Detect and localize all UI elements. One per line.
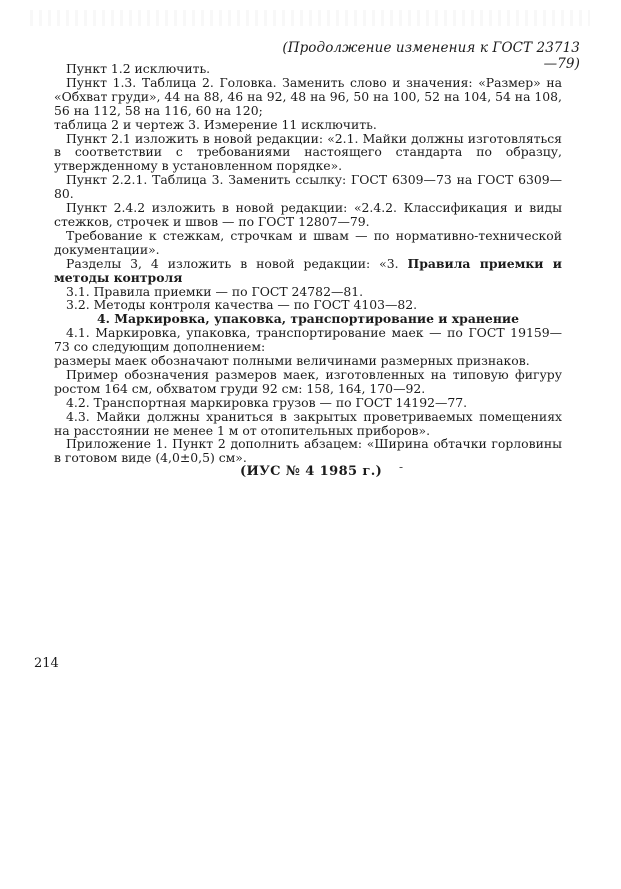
paragraph-4-3: 4.3. Майки должны храниться в закрытых проветриваемых помещениях на расстоянии не менее 1 м от отопительных приборов». <box>54 408 562 438</box>
page-number: 214 <box>34 656 59 671</box>
section-4-heading: 4. Маркировка, упаковка, транспортирование и хранение <box>97 311 519 327</box>
paragraph-2-2-1: Пункт 2.2.1. Таблица 3. Заменить ссылку: ГОСТ 6309—73 на ГОСТ 6309—80. <box>54 172 562 202</box>
paragraph-appendix-1: Приложение 1. Пункт 2 дополнить абзацем: «Ширина обтачки горловины в готовом виде (4,0±0,5) см». <box>54 436 562 466</box>
scan-mark: - <box>399 460 404 474</box>
paragraph-4-1: 4.1. Маркировка, упаковка, транспортирование маек — по ГОСТ 19159—73 со следующим дополнением: <box>54 325 562 355</box>
paragraph-stitch-requirement: Требование к стежкам, строчкам и швам — по нормативно-технической документации». <box>54 227 562 257</box>
scan-artifact-top <box>30 10 590 26</box>
sections-intro: Разделы 3, 4 изложить в новой редакции: «3. <box>66 255 399 271</box>
issue-reference: (ИУС № 4 1985 г.) <box>240 464 383 479</box>
section-3-heading: Правила приемки и методы контроля <box>54 255 562 285</box>
paragraph-2-4-2: Пункт 2.4.2 изложить в новой редакции: «2.4.2. Классификация и виды стежков, строчек и швов — по ГОСТ 12807—79. <box>54 200 562 229</box>
paragraph-sections-3-4 <box>54 257 562 285</box>
paragraph-sizes: размеры маек обозначают полными величинами размерных признаков. <box>54 353 530 369</box>
paragraph-1-3: Пункт 1.3. Таблица 2. Головка. Заменить слово и значения: «Размер» на «Обхват груди», 44 на 88, 46 на 92, 48 на 96, 50 на 100, 52 на 104, 54 на 108, 56 на 112, 58 на 116, 60 на 120; <box>54 74 562 118</box>
paragraph-example: Пример обозначения размеров маек, изготовленных на типовую фигуру ростом 164 см, обхватом груди 92 см: 158, 164, 170—92. <box>54 366 562 396</box>
continuation-header: (Продолжение изменения к ГОСТ 23713—79) <box>282 40 580 72</box>
paragraph-3-1: 3.1. Правила приемки — по ГОСТ 24782—81. <box>66 283 364 299</box>
paragraph-table-2: таблица 2 и чертеж 3. Измерение 11 исключить. <box>54 116 377 132</box>
paragraph-4-2: 4.2. Транспортная маркировка грузов — по ГОСТ 14192—77. <box>66 394 468 410</box>
document-body <box>54 62 562 465</box>
paragraph-1-2: Пункт 1.2 исключить. <box>66 61 211 76</box>
paragraph-3-2: 3.2. Методы контроля качества — по ГОСТ 4103—82. <box>66 297 418 313</box>
paragraph-2-1: Пункт 2.1 изложить в новой редакции: «2.1. Майки должны изготовляться в соответствии с требованиями настоящего стандарта по образцу, утвержденному в установленном порядке». <box>54 130 562 174</box>
